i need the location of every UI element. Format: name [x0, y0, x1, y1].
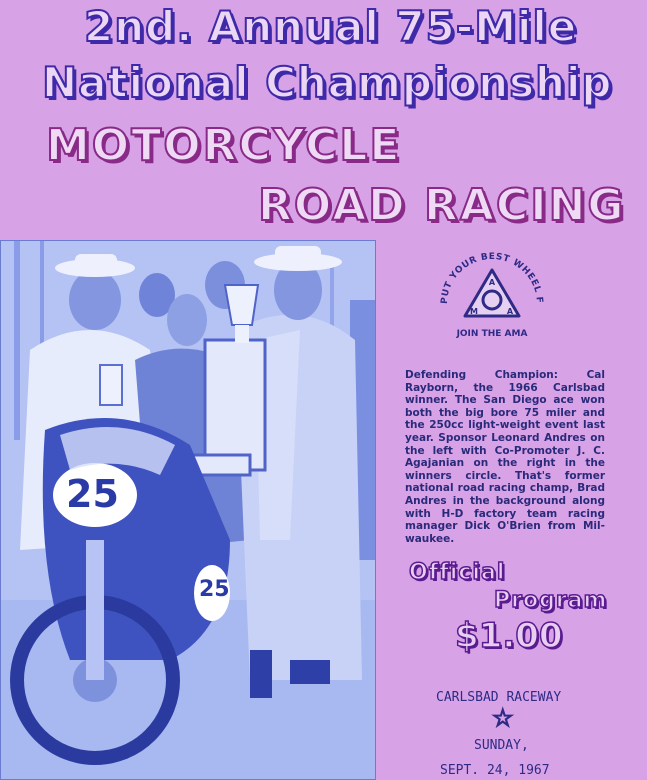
ama-bottom-text: JOIN THE AMA: [456, 329, 528, 339]
title-line-2: National Championship: [42, 58, 613, 107]
photo-caption: Defending Champion: Cal Rayborn, the 1966 Carlsbad winner. The San Diego ace won both the big bore 75 miler and the 250cc light-weight event last year. Sponsor Leonard Andres on the left with Co-Promoter J. C. Agajanian on the right in the winners circle. That's former national road racing champ, Brad Andres in the background along with H-D factory team racing manager Dick O'Brien from Mil-waukee.: [405, 369, 605, 545]
title-line-3: MOTORCYCLE: [46, 120, 402, 171]
bike-number-1: 25: [66, 472, 119, 516]
official-label: Official: [409, 560, 506, 585]
ama-ring-text: PUT YOUR BEST WHEEL F: [439, 251, 545, 305]
bike-number-2: 25: [199, 577, 230, 602]
ama-letter-a2: A: [506, 307, 514, 316]
star-icon: ☆: [492, 704, 514, 732]
event-day: SUNDAY,: [474, 738, 529, 753]
event-date: SEPT. 24, 1967: [440, 763, 550, 778]
title-line-1: 2nd. Annual 75-Mile: [84, 2, 578, 51]
ama-logo: [427, 242, 557, 352]
winners-circle-photo: [0, 240, 376, 780]
title-line-4: ROAD RACING: [258, 180, 626, 231]
venue-name: CARLSBAD RACEWAY: [436, 690, 562, 705]
program-label: Program: [494, 588, 608, 613]
ama-letter-m: M: [470, 307, 478, 316]
price: $1.00: [455, 616, 563, 656]
ama-letter-a1: A: [488, 278, 496, 287]
